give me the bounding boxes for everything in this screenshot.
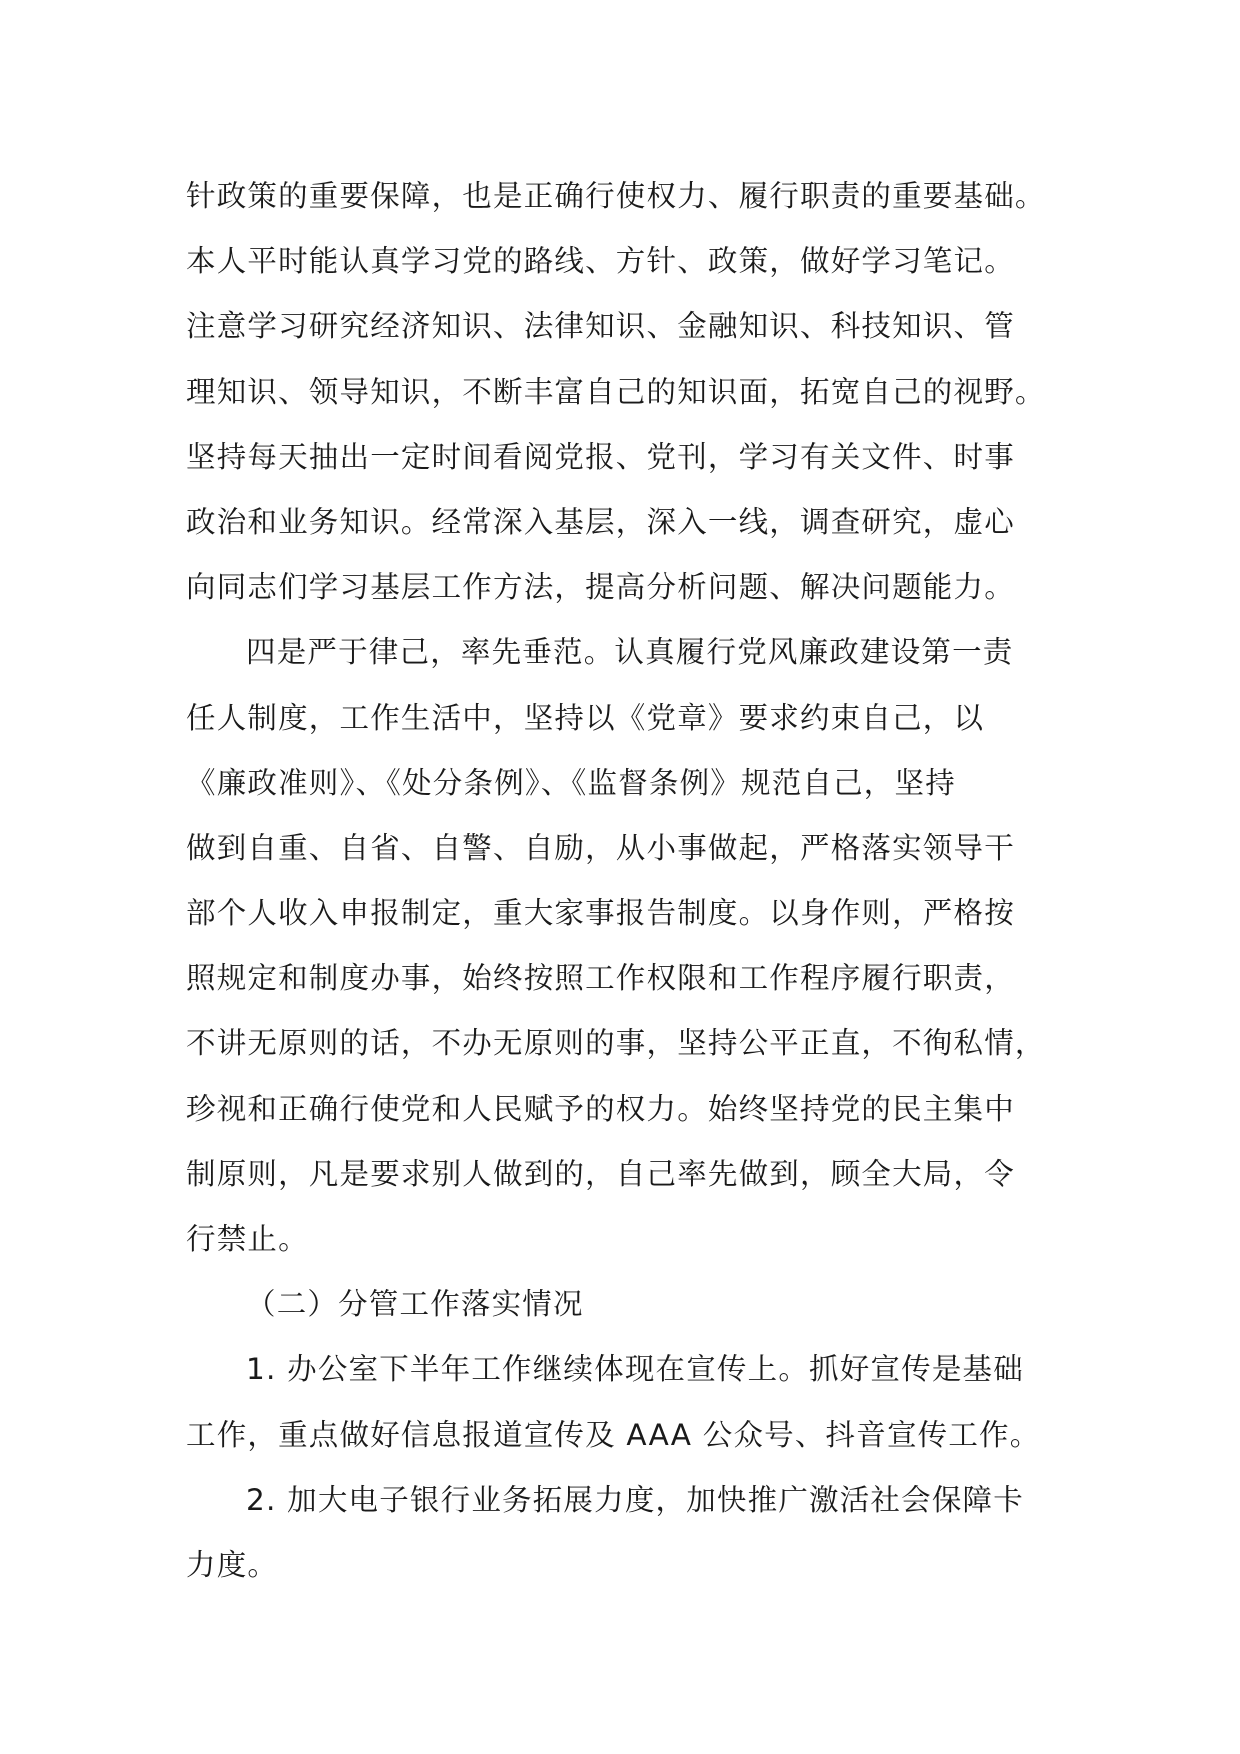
text-line: 向同志们学习基层工作方法，提高分析问题、解决问题能力。 (186, 570, 1015, 605)
text-line: 坚持每天抽出一定时间看阅党报、党刊，学习有关文件、时事 (186, 439, 1015, 474)
text-line: 不讲无原则的话，不办无原则的事，坚持公平正直，不徇私情， (186, 1026, 1046, 1061)
text-line: 本人平时能认真学习党的路线、方针、政策，做好学习笔记。 (186, 244, 1015, 279)
text-line: 行禁止。 (186, 1222, 309, 1256)
text-line: 工作，重点做好信息报道宣传及 AAA 公众号、抖音宣传工作。 (186, 1417, 1041, 1452)
list-item-2: 2. 加大电子银行业务拓展力度，加快推广激活社会保障卡 (246, 1482, 1024, 1517)
list-item-1: 1. 办公室下半年工作继续体现在宣传上。抓好宣传是基础 (246, 1352, 1024, 1387)
text-line: 理知识、领导知识，不断丰富自己的知识面，拓宽自己的视野。 (186, 374, 1046, 409)
paragraph-first-line: 四是严于律己，率先垂范。认真履行党风廉政建设第一责 (246, 635, 1014, 670)
text-line: 政治和业务知识。经常深入基层，深入一线，调查研究，虚心 (186, 504, 1015, 539)
text-line: 珍视和正确行使党和人民赋予的权力。始终坚持党的民主集中 (186, 1091, 1015, 1126)
text-line: 注意学习研究经济知识、法律知识、金融知识、科技知识、管 (186, 309, 1015, 344)
text-line: 针政策的重要保障，也是正确行使权力、履行职责的重要基础。 (186, 179, 1046, 213)
text-line: 照规定和制度办事，始终按照工作权限和工作程序履行职责， (186, 961, 1015, 996)
text-line: 做到自重、自省、自警、自励，从小事做起，严格落实领导干 (186, 830, 1015, 865)
text-line: 制原则，凡是要求别人做到的，自己率先做到，顾全大局，令 (186, 1156, 1015, 1191)
text-line: 《廉政准则》、《处分条例》、《监督条例》规范自己，坚持 (186, 765, 956, 800)
text-line: 力度。 (186, 1547, 279, 1582)
body-text (186, 164, 1086, 1598)
text-line: 部个人收入申报制定，重大家事报告制度。以身作则，严格按 (186, 896, 1015, 931)
section-heading: （二）分管工作落实情况 (246, 1287, 584, 1322)
text-line: 任人制度，工作生活中，坚持以《党章》要求约束自己，以 (186, 700, 985, 735)
